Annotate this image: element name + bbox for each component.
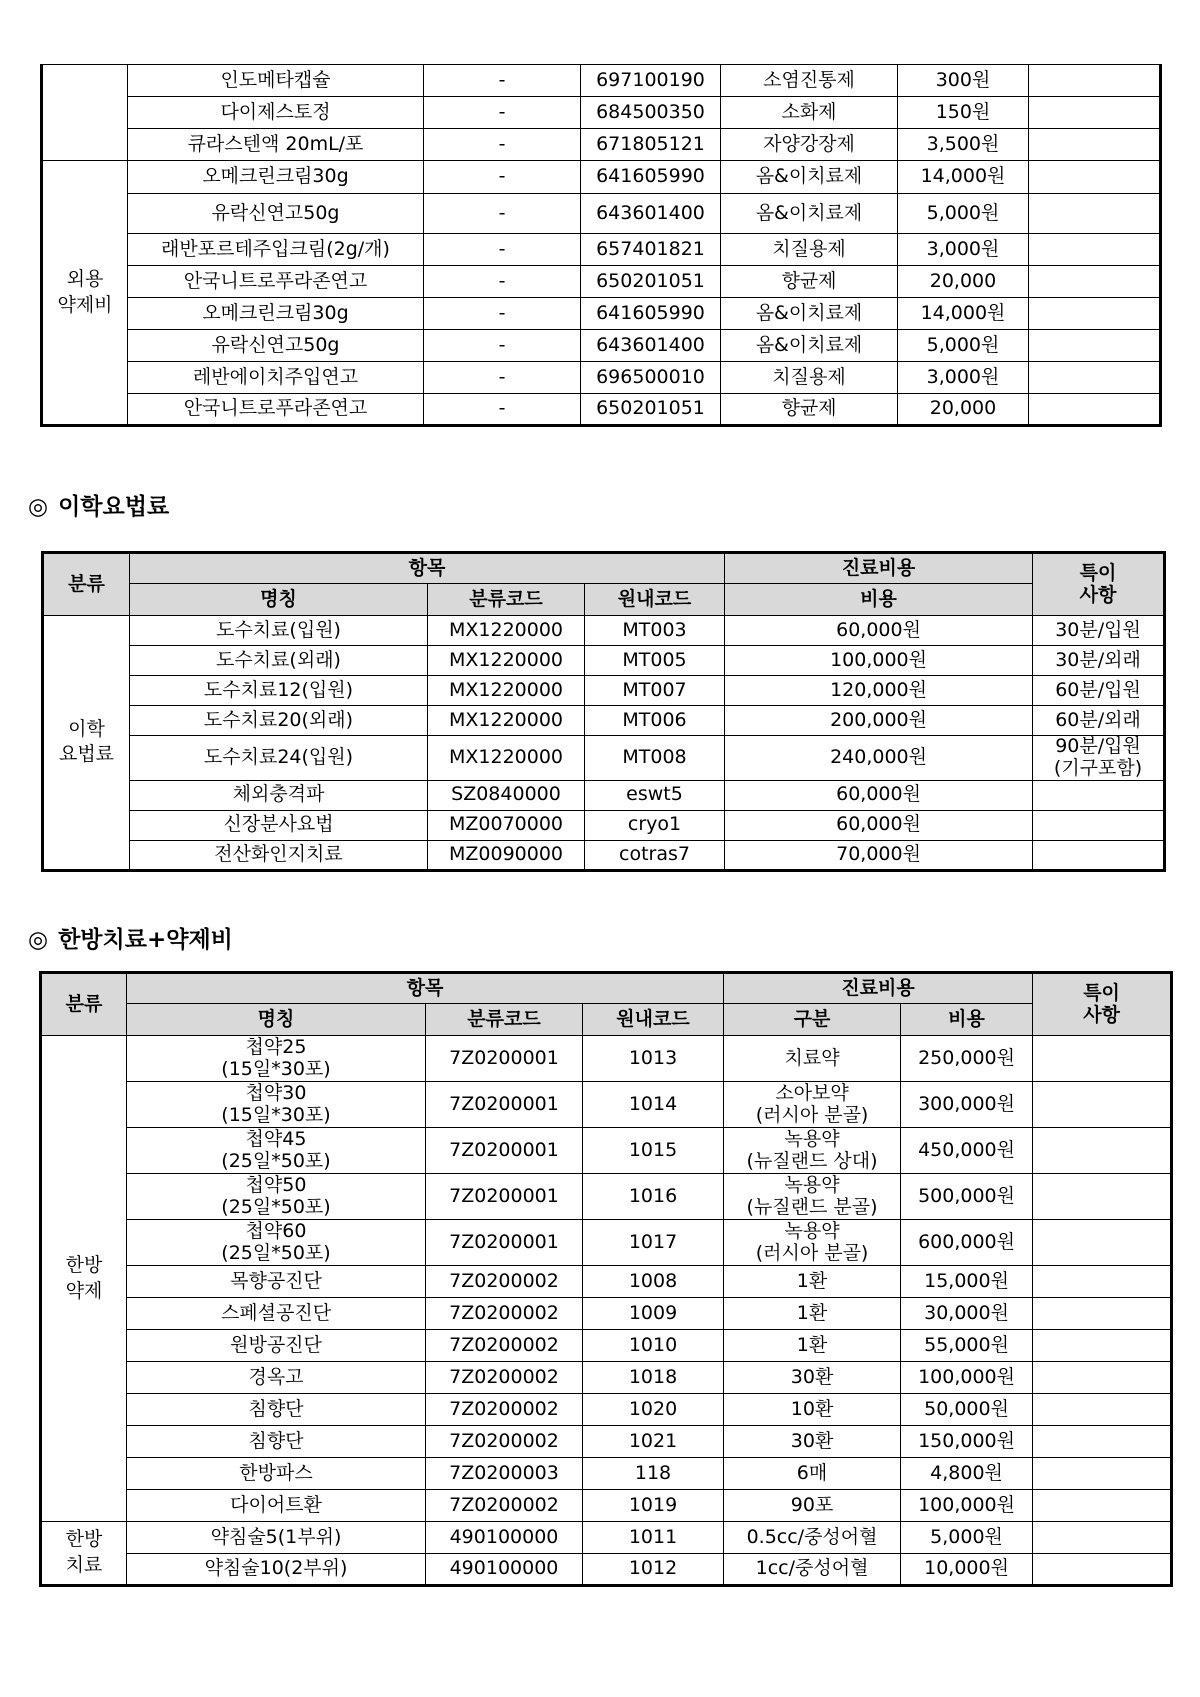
table-row bbox=[43, 706, 1165, 736]
price: 10,000원 bbox=[901, 1554, 1033, 1586]
medicine-fee-table bbox=[40, 64, 1162, 427]
note: 90분/입원 (기구포함) bbox=[1033, 736, 1165, 781]
note bbox=[1033, 1128, 1172, 1174]
note bbox=[1033, 1554, 1172, 1586]
price: 3,500원 bbox=[898, 129, 1029, 161]
division: 1환 bbox=[724, 1266, 901, 1298]
table-row bbox=[41, 1394, 1172, 1426]
class-code: 7Z0200001 bbox=[426, 1220, 583, 1266]
price: 450,000원 bbox=[901, 1128, 1033, 1174]
note: 60분/입원 bbox=[1033, 676, 1165, 706]
header-inner-code: 원내코드 bbox=[583, 1004, 724, 1036]
item-name: 도수치료20(외래) bbox=[130, 706, 428, 736]
note bbox=[1033, 810, 1165, 840]
table-row bbox=[42, 394, 1161, 426]
price: 30,000원 bbox=[901, 1298, 1033, 1330]
item-name: 첩약25 (15일*30포) bbox=[127, 1036, 426, 1082]
item-name: 첩약30 (15일*30포) bbox=[127, 1082, 426, 1128]
section-title-text: 한방치료+약제비 bbox=[58, 927, 233, 953]
table-row bbox=[42, 97, 1161, 129]
header-item: 항목 bbox=[130, 553, 725, 584]
table-row bbox=[41, 1298, 1172, 1330]
division: 90포 bbox=[724, 1490, 901, 1522]
division: 녹용약 (뉴질랜드 상대) bbox=[724, 1128, 901, 1174]
price: 3,000원 bbox=[898, 362, 1029, 394]
division: 6매 bbox=[724, 1458, 901, 1490]
table-row bbox=[43, 736, 1165, 781]
note bbox=[1029, 129, 1161, 161]
note bbox=[1033, 1220, 1172, 1266]
item-name: 원방공진단 bbox=[127, 1330, 426, 1362]
price: 55,000원 bbox=[901, 1330, 1033, 1362]
table-row bbox=[42, 161, 1161, 194]
price: 300원 bbox=[898, 65, 1029, 97]
price: 20,000 bbox=[898, 266, 1029, 298]
table-row bbox=[41, 1266, 1172, 1298]
price: 15,000원 bbox=[901, 1266, 1033, 1298]
price: 50,000원 bbox=[901, 1394, 1033, 1426]
table-row bbox=[41, 1082, 1172, 1128]
category-cell: 외용 약제비 bbox=[42, 161, 128, 426]
note bbox=[1033, 1082, 1172, 1128]
class-code: SZ0840000 bbox=[428, 780, 585, 810]
price: 100,000원 bbox=[901, 1362, 1033, 1394]
physical-therapy-table bbox=[41, 551, 1166, 872]
item-name: 체외충격파 bbox=[130, 780, 428, 810]
table-row bbox=[42, 234, 1161, 266]
note bbox=[1033, 1036, 1172, 1082]
class-code: - bbox=[424, 129, 581, 161]
price: 60,000원 bbox=[725, 616, 1033, 646]
inner-code: 657401821 bbox=[581, 234, 721, 266]
division: 30환 bbox=[724, 1426, 901, 1458]
inner-code: 1010 bbox=[583, 1330, 724, 1362]
table-row bbox=[41, 1220, 1172, 1266]
item-name: 침향단 bbox=[127, 1394, 426, 1426]
item-name: 목향공진단 bbox=[127, 1266, 426, 1298]
price: 5,000원 bbox=[898, 330, 1029, 362]
table-row bbox=[43, 616, 1165, 646]
section-title-oriental-medicine bbox=[28, 921, 233, 954]
division: 옴&이치료제 bbox=[721, 161, 898, 194]
table-row bbox=[41, 1522, 1172, 1554]
header-category: 분류 bbox=[43, 553, 130, 616]
class-code: 7Z0200001 bbox=[426, 1128, 583, 1174]
note bbox=[1033, 1490, 1172, 1522]
table-row bbox=[42, 330, 1161, 362]
class-code: 7Z0200001 bbox=[426, 1082, 583, 1128]
price: 14,000원 bbox=[898, 161, 1029, 194]
inner-code: MT003 bbox=[585, 616, 725, 646]
category-cell: 한방 치료 bbox=[41, 1522, 127, 1586]
note bbox=[1033, 1458, 1172, 1490]
price: 150원 bbox=[898, 97, 1029, 129]
item-name: 약침술5(1부위) bbox=[127, 1522, 426, 1554]
class-code: - bbox=[424, 194, 581, 234]
inner-code: eswt5 bbox=[585, 780, 725, 810]
table-row bbox=[41, 1490, 1172, 1522]
header-item: 항목 bbox=[127, 973, 724, 1004]
division: 향균제 bbox=[721, 266, 898, 298]
division: 향균제 bbox=[721, 394, 898, 426]
header-note: 특이 사항 bbox=[1033, 973, 1172, 1036]
note bbox=[1033, 1174, 1172, 1220]
header-price: 비용 bbox=[901, 1004, 1033, 1036]
division: 1cc/중성어혈 bbox=[724, 1554, 901, 1586]
item-name: 오메크린크림30g bbox=[128, 298, 424, 330]
class-code: - bbox=[424, 97, 581, 129]
item-name: 도수치료24(입원) bbox=[130, 736, 428, 781]
inner-code: 1012 bbox=[583, 1554, 724, 1586]
item-name: 첩약60 (25일*50포) bbox=[127, 1220, 426, 1266]
inner-code: 1019 bbox=[583, 1490, 724, 1522]
division: 치질용제 bbox=[721, 362, 898, 394]
class-code: 7Z0200002 bbox=[426, 1330, 583, 1362]
header-cost: 진료비용 bbox=[724, 973, 1033, 1004]
note bbox=[1033, 780, 1165, 810]
header-inner-code: 원내코드 bbox=[585, 584, 725, 616]
header-class-code: 분류코드 bbox=[428, 584, 585, 616]
note bbox=[1029, 394, 1161, 426]
section-marker-icon: ◎ bbox=[28, 927, 49, 953]
price: 5,000원 bbox=[898, 194, 1029, 234]
price: 60,000원 bbox=[725, 810, 1033, 840]
header-category: 분류 bbox=[41, 973, 127, 1036]
class-code: 7Z0200001 bbox=[426, 1174, 583, 1220]
item-name: 큐라스텐액 20mL/포 bbox=[128, 129, 424, 161]
class-code: 7Z0200002 bbox=[426, 1490, 583, 1522]
section-title-text: 이학요법료 bbox=[58, 494, 170, 520]
item-name: 스페셜공진단 bbox=[127, 1298, 426, 1330]
note bbox=[1033, 1330, 1172, 1362]
item-name: 침향단 bbox=[127, 1426, 426, 1458]
division: 녹용약 (뉴질랜드 분골) bbox=[724, 1174, 901, 1220]
class-code: - bbox=[424, 298, 581, 330]
price: 70,000원 bbox=[725, 840, 1033, 870]
category-cell: 이학 요법료 bbox=[43, 616, 130, 871]
item-name: 전산화인지치료 bbox=[130, 840, 428, 870]
note bbox=[1033, 1394, 1172, 1426]
inner-code: MT006 bbox=[585, 706, 725, 736]
item-name: 도수치료12(입원) bbox=[130, 676, 428, 706]
inner-code: 1014 bbox=[583, 1082, 724, 1128]
inner-code: 643601400 bbox=[581, 194, 721, 234]
inner-code: 697100190 bbox=[581, 65, 721, 97]
class-code: - bbox=[424, 161, 581, 194]
class-code: MX1220000 bbox=[428, 616, 585, 646]
item-name: 안국니트로푸라존연고 bbox=[128, 266, 424, 298]
inner-code: 1015 bbox=[583, 1128, 724, 1174]
note bbox=[1029, 266, 1161, 298]
price: 500,000원 bbox=[901, 1174, 1033, 1220]
table-row bbox=[41, 1458, 1172, 1490]
note bbox=[1033, 1522, 1172, 1554]
header-division: 구분 bbox=[724, 1004, 901, 1036]
price: 250,000원 bbox=[901, 1036, 1033, 1082]
division: 30환 bbox=[724, 1362, 901, 1394]
class-code: 490100000 bbox=[426, 1522, 583, 1554]
table-row bbox=[41, 1330, 1172, 1362]
class-code: - bbox=[424, 362, 581, 394]
item-name: 신장분사요법 bbox=[130, 810, 428, 840]
note bbox=[1029, 97, 1161, 129]
note: 60분/외래 bbox=[1033, 706, 1165, 736]
class-code: MX1220000 bbox=[428, 646, 585, 676]
price: 5,000원 bbox=[901, 1522, 1033, 1554]
class-code: MZ0090000 bbox=[428, 840, 585, 870]
table-row bbox=[41, 1554, 1172, 1586]
table-row bbox=[42, 129, 1161, 161]
category-cell-empty bbox=[42, 65, 128, 161]
header-note: 특이 사항 bbox=[1033, 553, 1165, 616]
inner-code: 1021 bbox=[583, 1426, 724, 1458]
price: 200,000원 bbox=[725, 706, 1033, 736]
inner-code: 641605990 bbox=[581, 161, 721, 194]
division: 치료약 bbox=[724, 1036, 901, 1082]
class-code: 7Z0200003 bbox=[426, 1458, 583, 1490]
division: 1환 bbox=[724, 1298, 901, 1330]
class-code: 7Z0200002 bbox=[426, 1426, 583, 1458]
table-row bbox=[42, 65, 1161, 97]
item-name: 첩약45 (25일*50포) bbox=[127, 1128, 426, 1174]
header-name: 명칭 bbox=[130, 584, 428, 616]
table-row bbox=[42, 362, 1161, 394]
price: 120,000원 bbox=[725, 676, 1033, 706]
division: 소화제 bbox=[721, 97, 898, 129]
table-row bbox=[41, 1128, 1172, 1174]
note bbox=[1033, 1298, 1172, 1330]
section-title-physical-therapy bbox=[28, 488, 169, 521]
inner-code: MT008 bbox=[585, 736, 725, 781]
class-code: MX1220000 bbox=[428, 706, 585, 736]
inner-code: 1020 bbox=[583, 1394, 724, 1426]
price: 100,000원 bbox=[901, 1490, 1033, 1522]
inner-code: MT007 bbox=[585, 676, 725, 706]
class-code: 7Z0200002 bbox=[426, 1362, 583, 1394]
note bbox=[1029, 330, 1161, 362]
table-row bbox=[43, 840, 1165, 870]
inner-code: 1011 bbox=[583, 1522, 724, 1554]
header-name: 명칭 bbox=[127, 1004, 426, 1036]
class-code: 7Z0200001 bbox=[426, 1036, 583, 1082]
class-code: 7Z0200002 bbox=[426, 1266, 583, 1298]
price: 300,000원 bbox=[901, 1082, 1033, 1128]
price: 600,000원 bbox=[901, 1220, 1033, 1266]
inner-code: 650201051 bbox=[581, 394, 721, 426]
note bbox=[1029, 362, 1161, 394]
item-name: 다이제스토정 bbox=[128, 97, 424, 129]
header-cost: 진료비용 bbox=[725, 553, 1033, 584]
item-name: 유락신연고50g bbox=[128, 194, 424, 234]
price: 20,000 bbox=[898, 394, 1029, 426]
item-name: 인도메타캡슐 bbox=[128, 65, 424, 97]
price: 150,000원 bbox=[901, 1426, 1033, 1458]
note bbox=[1033, 840, 1165, 870]
note bbox=[1029, 194, 1161, 234]
section-marker-icon: ◎ bbox=[28, 494, 49, 520]
item-name: 한방파스 bbox=[127, 1458, 426, 1490]
header-price: 비용 bbox=[725, 584, 1033, 616]
class-code: MX1220000 bbox=[428, 736, 585, 781]
table-row bbox=[43, 646, 1165, 676]
table-row bbox=[43, 810, 1165, 840]
division: 옴&이치료제 bbox=[721, 298, 898, 330]
item-name: 오메크린크림30g bbox=[128, 161, 424, 194]
table-row bbox=[41, 1174, 1172, 1220]
inner-code: 1018 bbox=[583, 1362, 724, 1394]
class-code: - bbox=[424, 234, 581, 266]
table-row bbox=[42, 298, 1161, 330]
item-name: 도수치료(외래) bbox=[130, 646, 428, 676]
item-name: 도수치료(입원) bbox=[130, 616, 428, 646]
price: 100,000원 bbox=[725, 646, 1033, 676]
inner-code: 1008 bbox=[583, 1266, 724, 1298]
note bbox=[1033, 1266, 1172, 1298]
class-code: 7Z0200002 bbox=[426, 1298, 583, 1330]
note: 30분/외래 bbox=[1033, 646, 1165, 676]
class-code: MZ0070000 bbox=[428, 810, 585, 840]
class-code: - bbox=[424, 266, 581, 298]
inner-code: 1013 bbox=[583, 1036, 724, 1082]
inner-code: 1016 bbox=[583, 1174, 724, 1220]
item-name: 다이어트환 bbox=[127, 1490, 426, 1522]
note bbox=[1029, 234, 1161, 266]
division: 1환 bbox=[724, 1330, 901, 1362]
price: 14,000원 bbox=[898, 298, 1029, 330]
header-class-code: 분류코드 bbox=[426, 1004, 583, 1036]
division: 녹용약 (러시아 분골) bbox=[724, 1220, 901, 1266]
division: 치질용제 bbox=[721, 234, 898, 266]
division: 10환 bbox=[724, 1394, 901, 1426]
class-code: MX1220000 bbox=[428, 676, 585, 706]
division: 0.5cc/중성어혈 bbox=[724, 1522, 901, 1554]
table-row bbox=[41, 1036, 1172, 1082]
item-name: 레반에이치주입연고 bbox=[128, 362, 424, 394]
note bbox=[1029, 298, 1161, 330]
class-code: 7Z0200002 bbox=[426, 1394, 583, 1426]
note: 30분/입원 bbox=[1033, 616, 1165, 646]
category-cell: 한방 약제 bbox=[41, 1036, 127, 1522]
note bbox=[1029, 65, 1161, 97]
division: 소염진통제 bbox=[721, 65, 898, 97]
inner-code: MT005 bbox=[585, 646, 725, 676]
class-code: - bbox=[424, 330, 581, 362]
inner-code: 671805121 bbox=[581, 129, 721, 161]
table-row bbox=[42, 266, 1161, 298]
price: 4,800원 bbox=[901, 1458, 1033, 1490]
inner-code: 650201051 bbox=[581, 266, 721, 298]
note bbox=[1033, 1426, 1172, 1458]
division: 자양강장제 bbox=[721, 129, 898, 161]
table-row bbox=[43, 780, 1165, 810]
inner-code: cotras7 bbox=[585, 840, 725, 870]
division: 옴&이치료제 bbox=[721, 194, 898, 234]
inner-code: 1017 bbox=[583, 1220, 724, 1266]
item-name: 안국니트로푸라존연고 bbox=[128, 394, 424, 426]
inner-code: 641605990 bbox=[581, 298, 721, 330]
inner-code: 118 bbox=[583, 1458, 724, 1490]
inner-code: 1009 bbox=[583, 1298, 724, 1330]
oriental-medicine-table bbox=[39, 971, 1173, 1587]
inner-code: cryo1 bbox=[585, 810, 725, 840]
inner-code: 643601400 bbox=[581, 330, 721, 362]
item-name: 래반포르테주입크림(2g/개) bbox=[128, 234, 424, 266]
class-code: 490100000 bbox=[426, 1554, 583, 1586]
note bbox=[1029, 161, 1161, 194]
table-row bbox=[41, 1362, 1172, 1394]
price: 240,000원 bbox=[725, 736, 1033, 781]
class-code: - bbox=[424, 394, 581, 426]
price: 3,000원 bbox=[898, 234, 1029, 266]
item-name: 첩약50 (25일*50포) bbox=[127, 1174, 426, 1220]
item-name: 약침술10(2부위) bbox=[127, 1554, 426, 1586]
inner-code: 684500350 bbox=[581, 97, 721, 129]
item-name: 유락신연고50g bbox=[128, 330, 424, 362]
table-row bbox=[42, 194, 1161, 234]
class-code: - bbox=[424, 65, 581, 97]
item-name: 경옥고 bbox=[127, 1362, 426, 1394]
division: 소아보약 (러시아 분골) bbox=[724, 1082, 901, 1128]
note bbox=[1033, 1362, 1172, 1394]
price: 60,000원 bbox=[725, 780, 1033, 810]
division: 옴&이치료제 bbox=[721, 330, 898, 362]
table-row bbox=[41, 1426, 1172, 1458]
inner-code: 696500010 bbox=[581, 362, 721, 394]
table-row bbox=[43, 676, 1165, 706]
